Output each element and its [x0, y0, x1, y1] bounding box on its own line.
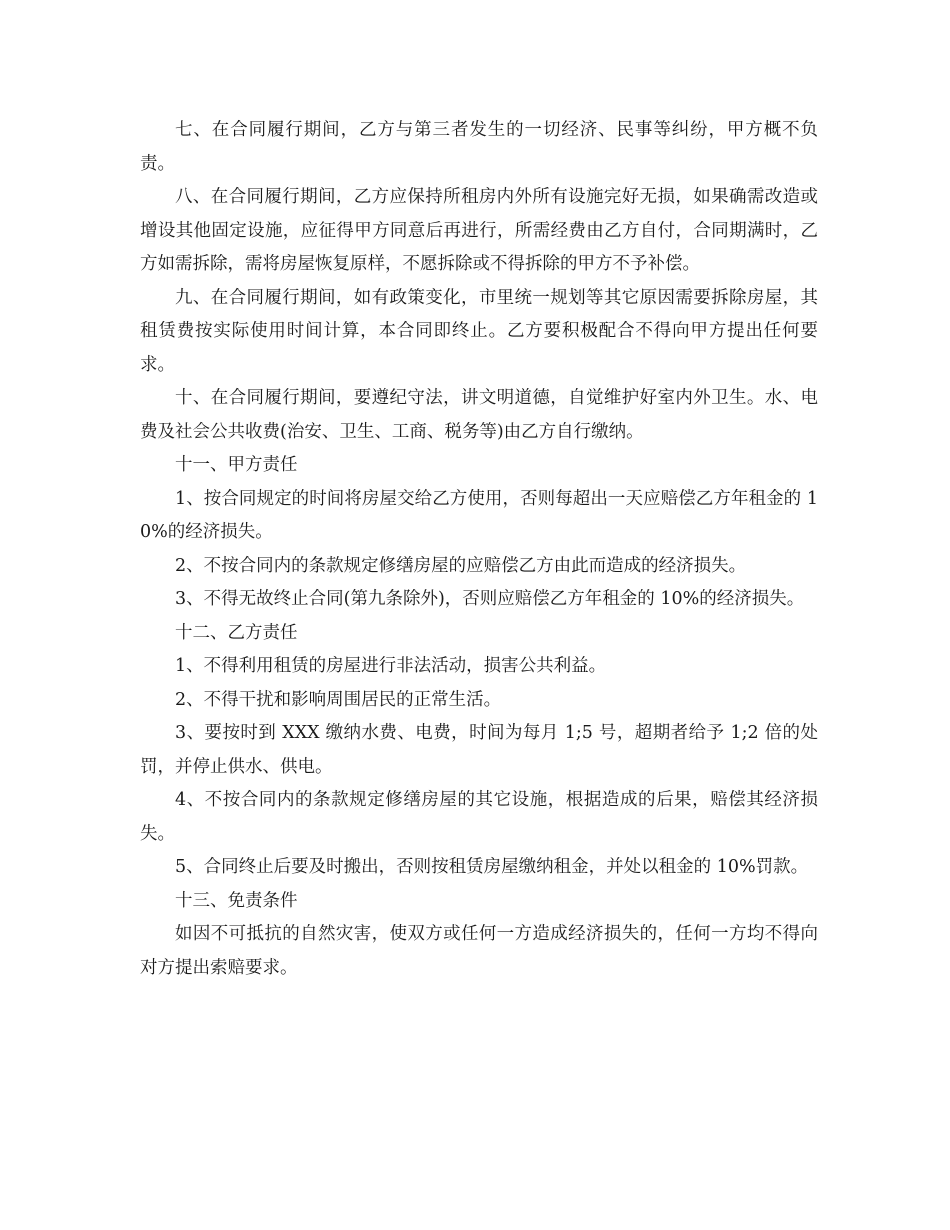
party-a-item-1: 1、按合同规定的时间将房屋交给乙方使用，否则每超出一天应赔偿乙方年租金的 10%的经济损失。 — [140, 488, 818, 542]
clause-ten: 十、在合同履行期间，要遵纪守法，讲文明道德，自觉维护好室内外卫生。水、电费及社会公共收费(治安、卫生、工商、税务等)由乙方自行缴纳。 — [140, 388, 818, 442]
document-body — [140, 114, 818, 985]
section-heading-exemption: 十三、免责条件 — [175, 890, 298, 911]
clause-eight: 八、在合同履行期间，乙方应保持所租房内外所有设施完好无损，如果确需改造或增设其他固定设施，应征得甲方同意后再进行，所需经费由乙方自付，合同期满时，乙方如需拆除，需将房屋恢复原样，不愿拆除或不得拆除的甲方不予补偿。 — [140, 187, 818, 274]
clause-seven: 七、在合同履行期间，乙方与第三者发生的一切经济、民事等纠纷，甲方概不负责。 — [140, 120, 818, 174]
party-b-item-1: 1、不得利用租赁的房屋进行非法活动，损害公共利益。 — [175, 656, 607, 676]
section-heading-party-b: 十二、乙方责任 — [175, 622, 298, 643]
exemption-clause: 如因不可抵抗的自然灾害，使双方或任何一方造成经济损失的，任何一方均不得向对方提出索赔要求。 — [140, 924, 818, 978]
party-b-item-5: 5、合同终止后要及时搬出，否则按租赁房屋缴纳租金，并处以租金的 10%罚款。 — [175, 857, 809, 877]
party-b-item-4: 4、不按合同内的条款规定修缮房屋的其它设施，根据造成的后果，赔偿其经济损失。 — [140, 790, 818, 844]
party-b-item-3: 3、要按时到 XXX 缴纳水费、电费，时间为每月 1;5 号，超期者给予 1;2 倍的处罚，并停止供水、供电。 — [140, 723, 818, 777]
party-a-item-2: 2、不按合同内的条款规定修缮房屋的应赔偿乙方由此而造成的经济损失。 — [175, 555, 747, 576]
section-heading-party-a: 十一、甲方责任 — [175, 455, 298, 475]
party-b-item-2: 2、不得干扰和影响周围居民的正常生活。 — [175, 689, 502, 710]
clause-nine: 九、在合同履行期间，如有政策变化，市里统一规划等其它原因需要拆除房屋，其租赁费按实际使用时间计算，本合同即终止。乙方要积极配合不得向甲方提出任何要求。 — [140, 287, 818, 375]
party-a-item-3: 3、不得无故终止合同(第九条除外)，否则应赔偿乙方年租金的 10%的经济损失。 — [175, 589, 805, 609]
